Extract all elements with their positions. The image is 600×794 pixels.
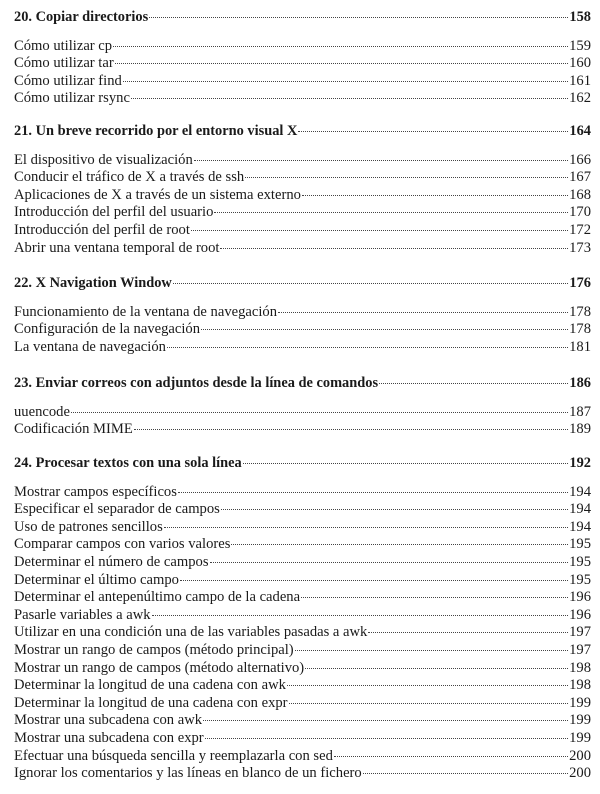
toc-entry-title: Cómo utilizar rsync — [14, 90, 130, 107]
toc-entry-title: El dispositivo de visualización — [14, 151, 193, 168]
dot-leader — [243, 463, 569, 464]
toc-entry-page-number: 199 — [569, 694, 591, 711]
toc-entry-title: Funcionamiento de la ventana de navegación — [14, 303, 277, 320]
toc-entry — [14, 677, 591, 695]
toc-entry-title: Cómo utilizar cp — [14, 37, 113, 54]
dot-leader — [167, 347, 568, 348]
toc-entry-title: Determinar el último campo — [14, 571, 179, 588]
toc-entry-title: Efectuar una búsqueda sencilla y reemplazarla con sed — [14, 747, 333, 764]
dot-leader — [149, 17, 568, 18]
toc-entry-page-number: 166 — [569, 151, 591, 168]
toc-entry-page-number: 195 — [569, 553, 591, 570]
dot-leader — [152, 615, 569, 616]
chapter-section — [14, 123, 591, 257]
dot-leader — [131, 98, 568, 99]
dot-leader — [113, 46, 568, 47]
toc-entry — [14, 73, 591, 91]
toc-entry-page-number: 196 — [569, 589, 591, 606]
toc-entry — [14, 187, 591, 205]
chapter-heading-title: 22. X Navigation Window — [14, 275, 172, 291]
toc-entry — [14, 240, 591, 258]
dot-leader — [295, 650, 568, 651]
toc-entry-page-number: 167 — [569, 169, 591, 186]
toc-entry — [14, 748, 591, 766]
toc-entry — [14, 484, 591, 502]
dot-leader — [298, 131, 568, 132]
toc-entry-page-number: 200 — [569, 747, 591, 764]
chapter-heading — [14, 375, 591, 393]
chapter-section — [14, 9, 591, 108]
toc-entry-page-number: 197 — [569, 641, 591, 658]
toc-entry-page-number: 189 — [569, 421, 591, 438]
toc-entry — [14, 730, 591, 748]
chapter-heading-title: 20. Copiar directorios — [14, 9, 149, 25]
toc-entry-title: Mostrar una subcadena con awk — [14, 712, 203, 729]
toc-entry-page-number: 172 — [569, 221, 591, 238]
toc-entry-title: Pasarle variables a awk — [14, 606, 151, 623]
dot-leader — [245, 177, 568, 178]
dot-leader — [231, 544, 568, 545]
chapter-heading-page-number: 186 — [569, 375, 591, 391]
toc-entry — [14, 554, 591, 572]
toc-entry — [14, 169, 591, 187]
dot-leader — [164, 527, 568, 528]
toc-entry-title: Abrir una ventana temporal de root — [14, 239, 220, 256]
toc-entry-page-number: 198 — [569, 659, 591, 676]
toc-entry-page-number: 170 — [569, 204, 591, 221]
dot-leader — [289, 703, 569, 704]
dot-leader — [305, 668, 568, 669]
toc-entry — [14, 572, 591, 590]
dot-leader — [220, 248, 568, 249]
toc-entry-page-number: 168 — [569, 186, 591, 203]
toc-entry-title: Mostrar una subcadena con expr — [14, 729, 204, 746]
chapter-heading-page-number: 158 — [569, 9, 591, 25]
toc-entry-page-number: 194 — [569, 483, 591, 500]
toc-entry — [14, 660, 591, 678]
toc-entry — [14, 204, 591, 222]
toc-entry-page-number: 197 — [569, 624, 591, 641]
toc-entry — [14, 152, 591, 170]
dot-leader — [221, 509, 568, 510]
toc-entry-page-number: 181 — [569, 338, 591, 355]
dot-leader — [180, 580, 568, 581]
toc-entry-title: Configuración de la navegación — [14, 321, 200, 338]
dot-leader — [115, 63, 568, 64]
toc-entry-page-number: 195 — [569, 571, 591, 588]
chapter-section — [14, 375, 591, 439]
toc-entry-title: Introducción del perfil del usuario — [14, 204, 214, 221]
toc-entry — [14, 695, 591, 713]
toc-entry — [14, 642, 591, 660]
dot-leader — [123, 81, 568, 82]
toc-entry-title: Cómo utilizar tar — [14, 55, 114, 72]
toc-entry — [14, 38, 591, 56]
dot-leader — [201, 329, 568, 330]
toc-entry-title: Cómo utilizar find — [14, 72, 122, 89]
toc-entry-title: Determinar la longitud de una cadena con expr — [14, 694, 288, 711]
dot-leader — [203, 720, 568, 721]
toc-entry — [14, 501, 591, 519]
toc-entry — [14, 339, 591, 357]
toc-entry — [14, 404, 591, 422]
toc-entry-page-number: 199 — [569, 729, 591, 746]
toc-entry — [14, 519, 591, 537]
dot-leader — [278, 312, 568, 313]
dot-leader — [191, 230, 568, 231]
dot-leader — [173, 283, 569, 284]
toc-entry-title: Comparar campos con varios valores — [14, 536, 231, 553]
chapter-heading — [14, 123, 591, 141]
chapter-heading-page-number: 192 — [569, 455, 591, 471]
toc-entry-title: Introducción del perfil de root — [14, 221, 190, 238]
toc-entry-title: Determinar el antepenúltimo campo de la cadena — [14, 589, 301, 606]
dot-leader — [214, 212, 568, 213]
toc-entry-title: Mostrar un rango de campos (método alternativo) — [14, 659, 305, 676]
toc-entry-page-number: 161 — [569, 72, 591, 89]
toc-entry-page-number: 160 — [569, 55, 591, 72]
toc-entry-title: Determinar el número de campos — [14, 553, 209, 570]
toc-entry-page-number: 196 — [569, 606, 591, 623]
dot-leader — [194, 160, 568, 161]
toc-entry-title: La ventana de navegación — [14, 338, 166, 355]
chapter-heading-title: 21. Un breve recorrido por el entorno visual X — [14, 123, 298, 139]
dot-leader — [334, 756, 568, 757]
dot-leader — [71, 412, 568, 413]
dot-leader — [134, 429, 568, 430]
toc-entry-page-number: 159 — [569, 37, 591, 54]
toc-entry-title: Uso de patrones sencillos — [14, 518, 163, 535]
toc-entry-title: Mostrar campos específicos — [14, 483, 177, 500]
dot-leader — [368, 632, 568, 633]
toc-entry — [14, 55, 591, 73]
toc-entry-page-number: 199 — [569, 712, 591, 729]
toc-entry-page-number: 173 — [569, 239, 591, 256]
toc-entry-title: Utilizar en una condición una de las variables pasadas a awk — [14, 624, 368, 641]
toc-entry — [14, 304, 591, 322]
toc-entry — [14, 589, 591, 607]
toc-entry — [14, 90, 591, 108]
toc-entry-page-number: 187 — [569, 403, 591, 420]
toc-entry-page-number: 194 — [569, 518, 591, 535]
chapter-section — [14, 455, 591, 783]
toc-entry-title: uuencode — [14, 403, 70, 420]
toc-entry-title: Determinar la longitud de una cadena con awk — [14, 677, 286, 694]
toc-entry-title: Aplicaciones de X a través de un sistema externo — [14, 186, 301, 203]
toc-entry-page-number: 198 — [569, 677, 591, 694]
toc-entry-page-number: 200 — [569, 765, 591, 782]
dot-leader — [178, 492, 568, 493]
toc-entry — [14, 607, 591, 625]
toc-entry — [14, 624, 591, 642]
dot-leader — [301, 597, 568, 598]
dot-leader — [210, 562, 569, 563]
toc-entry-title: Ignorar los comentarios y las líneas en blanco de un fichero — [14, 765, 362, 782]
toc-entry — [14, 321, 591, 339]
toc-entry-page-number: 178 — [569, 303, 591, 320]
toc-entry-page-number: 162 — [569, 90, 591, 107]
toc-entry — [14, 536, 591, 554]
chapter-heading-title: 24. Procesar textos con una sola línea — [14, 455, 242, 471]
toc-entry-title: Especificar el separador de campos — [14, 501, 220, 518]
chapter-section — [14, 275, 591, 356]
chapter-heading — [14, 9, 591, 27]
toc-entry-page-number: 178 — [569, 321, 591, 338]
chapter-heading — [14, 275, 591, 293]
dot-leader — [302, 195, 568, 196]
toc-entry-page-number: 195 — [569, 536, 591, 553]
chapter-heading-page-number: 176 — [569, 275, 591, 291]
dot-leader — [379, 383, 568, 384]
toc-entry-page-number: 194 — [569, 501, 591, 518]
dot-leader — [363, 773, 568, 774]
toc-entry-title: Conducir el tráfico de X a través de ssh — [14, 169, 245, 186]
chapter-heading — [14, 455, 591, 473]
chapter-heading-page-number: 164 — [569, 123, 591, 139]
toc-entry — [14, 421, 591, 439]
toc-entry-title: Codificación MIME — [14, 421, 133, 438]
toc-entry — [14, 222, 591, 240]
dot-leader — [287, 685, 568, 686]
toc-entry — [14, 765, 591, 783]
toc-entry — [14, 712, 591, 730]
dot-leader — [205, 738, 568, 739]
chapter-heading-title: 23. Enviar correos con adjuntos desde la línea de comandos — [14, 375, 379, 391]
toc-entry-title: Mostrar un rango de campos (método principal) — [14, 641, 294, 658]
